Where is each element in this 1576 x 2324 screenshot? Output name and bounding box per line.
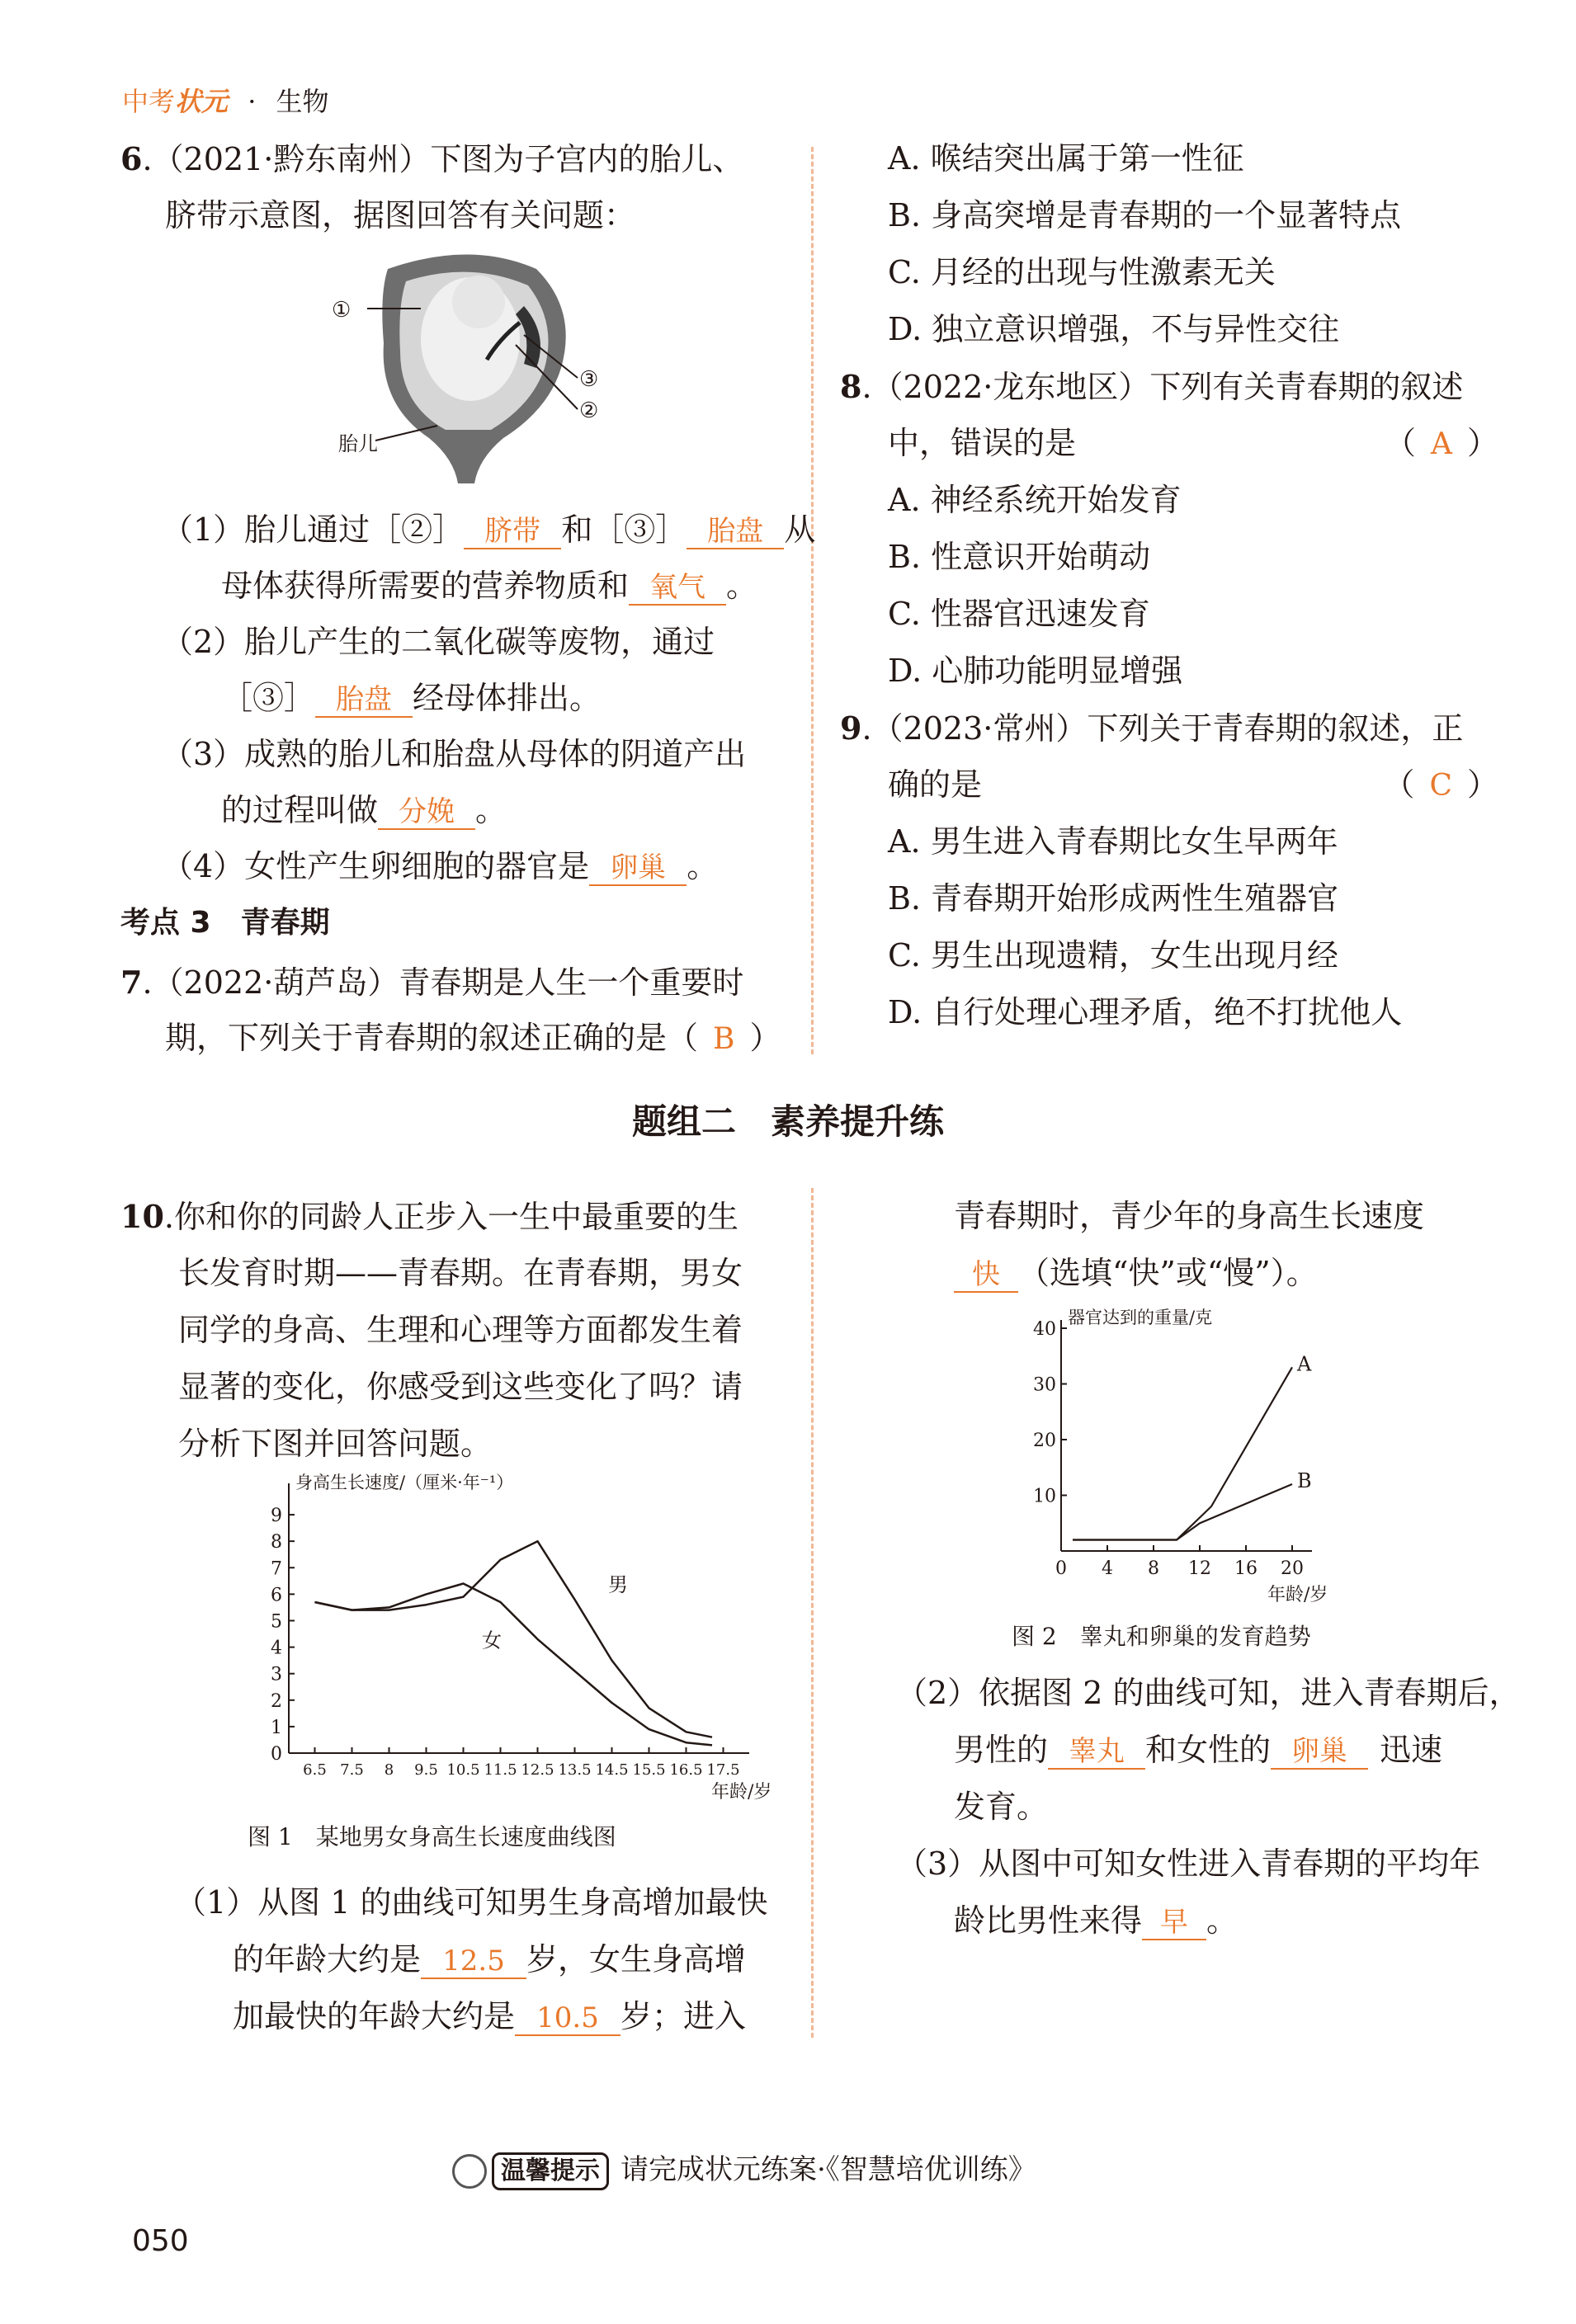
q9-option-b: B. 青春期开始形成两性生殖器官 <box>888 880 1339 917</box>
q10-answer-earlier: 早 <box>1142 1906 1206 1940</box>
q8-line1: 8.（2022·龙东地区）下列有关青春期的叙述 <box>840 368 1464 405</box>
x-tick-label: 13.5 <box>558 1761 592 1779</box>
q7-line1: 7.（2022·葫芦岛）青春期是人生一个重要时 <box>120 964 744 1001</box>
x-tick-label: 10.5 <box>446 1761 480 1779</box>
section-heading-3: 考点 3 青春期 <box>120 906 330 940</box>
q6-p1-line1: （1）胎儿通过［②］ 脐带 和［③］ 胎盘 从 <box>162 511 816 548</box>
q6-answer-ovary: 卵巢 <box>589 851 687 886</box>
x-tick-label: 0 <box>1055 1558 1067 1579</box>
figure2-caption: 图 2 睾丸和卵巢的发育趋势 <box>1012 1623 1311 1650</box>
q7-answer: B <box>713 1022 735 1056</box>
x-tick-label: 17.5 <box>706 1761 740 1779</box>
legend-male: 男 <box>608 1573 628 1597</box>
q10-p1-line3: 加最快的年龄大约是 10.5 岁；进入 <box>233 1998 747 2034</box>
q7-line2: 期，下列关于青春期的叙述正确的是（ B ） <box>165 1020 781 1056</box>
q8-option-c: C. 性器官迅速发育 <box>888 596 1150 632</box>
brand-zhuangyuan: 状元 <box>175 86 229 117</box>
q10-answer-girl-age: 10.5 <box>515 2001 620 2036</box>
q10-right-line1: 青春期时，青少年的身高生长速度 <box>954 1198 1425 1234</box>
q9-number: 9 <box>840 709 862 747</box>
q8-answer: A <box>1430 427 1452 461</box>
page-header <box>122 81 329 119</box>
q10-p2-line3: 发育。 <box>954 1789 1049 1825</box>
y-tick-label: 9 <box>271 1506 282 1527</box>
label-3: ③ <box>579 367 599 392</box>
q9-option-c: C. 男生出现遗精，女生出现月经 <box>888 937 1338 973</box>
q6-answer-oxygen: 氧气 <box>629 571 726 606</box>
q9-line1: 9.（2023·常州）下列关于青春期的叙述，正 <box>840 709 1464 747</box>
q7-option-a: A. 喉结突出属于第一性征 <box>888 140 1244 177</box>
series-line-A <box>1073 1367 1292 1539</box>
y-axis-label: 器官达到的重量/克 <box>1068 1308 1213 1327</box>
y-tick-label: 30 <box>1033 1374 1056 1396</box>
q10-line3: 同学的身高、生理和心理等方面都发生着 <box>178 1312 743 1348</box>
y-tick-label: 8 <box>271 1532 282 1553</box>
x-tick-label: 6.5 <box>303 1761 327 1779</box>
q6-answer-birth: 分娩 <box>378 795 475 830</box>
q6-p2-line1: （2）胎儿产生的二氧化碳等废物，通过 <box>162 624 715 660</box>
x-tick-label: 12.5 <box>521 1761 554 1779</box>
page-number: 050 <box>132 2224 189 2258</box>
q6-answer-placenta-2: 胎盘 <box>315 683 413 718</box>
q7-option-b: B. 身高突增是青春期的一个显著特点 <box>888 197 1402 233</box>
x-tick-label: 4 <box>1102 1558 1113 1579</box>
figure1-caption: 图 1 某地男女身高生长速度曲线图 <box>248 1823 616 1850</box>
label-fetus: 胎儿 <box>338 432 378 455</box>
q10-number: 10 <box>120 1198 164 1235</box>
label-1: ① <box>332 298 352 323</box>
x-tick-label: 14.5 <box>595 1761 629 1779</box>
q8-number: 8 <box>840 368 862 405</box>
x-tick-label: 8 <box>1148 1558 1159 1579</box>
label-2: ② <box>579 398 599 423</box>
q10-p3-line1: （3）从图中可知女性进入青春期的平均年 <box>896 1846 1481 1882</box>
tip-text: 请完成状元练案·《智慧培优训练》 <box>620 2153 1036 2186</box>
x-tick-label: 15.5 <box>632 1761 666 1779</box>
q10-answer-ovary: 卵巢 <box>1271 1735 1368 1770</box>
header-subject: 生物 <box>276 86 329 117</box>
q6-answer-placenta: 胎盘 <box>687 515 784 549</box>
series-line-female <box>315 1584 713 1746</box>
q9-option-a: A. 男生进入青春期比女生早两年 <box>888 823 1338 860</box>
x-tick-label: 9.5 <box>414 1761 438 1779</box>
q6-number: 6 <box>120 140 143 177</box>
q6-line2: 脐带示意图，据图回答有关问题： <box>165 197 636 233</box>
q6-p4: （4）女性产生卵细胞的器官是 卵巢 。 <box>162 848 719 884</box>
q10-p2-line1: （2）依据图 2 的曲线可知，进入青春期后， <box>896 1675 1521 1711</box>
column-divider-bottom <box>811 1188 814 2038</box>
q10-p1-line1: （1）从图 1 的曲线可知男生身高增加最快 <box>175 1884 768 1921</box>
x-tick-label: 7.5 <box>340 1761 364 1779</box>
q7-option-d: D. 独立意识增强，不与异性交往 <box>888 311 1340 347</box>
y-tick-label: 7 <box>271 1558 282 1580</box>
q6-p2-line2: ［③］ 胎盘 经母体排出。 <box>221 680 602 716</box>
footer-tip <box>452 2149 1036 2190</box>
q8-line2: 中，错误的是 （ A ） <box>888 425 1498 461</box>
y-tick-label: 2 <box>271 1690 282 1712</box>
q10-answer-speed: 快 <box>954 1258 1018 1293</box>
y-tick-label: 10 <box>1033 1486 1056 1507</box>
x-tick-label: 20 <box>1281 1558 1304 1579</box>
bulb-icon <box>452 2154 487 2189</box>
series-line-male <box>315 1541 713 1737</box>
q8-option-b: B. 性意识开始萌动 <box>888 539 1151 575</box>
y-tick-label: 40 <box>1033 1319 1056 1340</box>
header-sep: · <box>248 86 257 117</box>
q10-p2-line2: 男性的 睾丸 和女性的 卵巢 迅速 <box>954 1732 1443 1768</box>
q10-p1-line2: 的年龄大约是 12.5 岁，女生身高增 <box>233 1941 747 1978</box>
uterus-figure <box>314 244 627 492</box>
q7-number: 7 <box>120 964 143 1001</box>
q10-line2: 长发育时期——青春期。在青春期，男女 <box>178 1255 743 1291</box>
y-tick-label: 6 <box>271 1585 282 1606</box>
tip-label: 温馨提示 <box>492 2152 609 2190</box>
series-label-A: A <box>1297 1352 1312 1376</box>
q6-p3-line1: （3）成熟的胎儿和胎盘从母体的阴道产出 <box>162 736 747 772</box>
q6-line1: 6.（2021·黔东南州）下图为子宫内的胎儿、 <box>120 140 744 177</box>
x-axis-label: 年龄/岁 <box>711 1782 772 1803</box>
q6-p3-line2: 的过程叫做 分娩 。 <box>221 792 507 828</box>
series-line-B <box>1073 1484 1292 1540</box>
q9-option-d: D. 自行处理心理矛盾，绝不打扰他人 <box>888 994 1403 1030</box>
height-growth-chart <box>248 1468 772 1803</box>
q6-answer-cord: 脐带 <box>464 515 561 549</box>
x-tick-label: 16.5 <box>669 1761 703 1779</box>
y-tick-label: 4 <box>271 1638 282 1659</box>
series-label-B: B <box>1297 1469 1312 1492</box>
y-tick-label: 0 <box>271 1744 282 1765</box>
q8-option-d: D. 心肺功能明显增强 <box>888 653 1183 689</box>
y-axis-label: 身高生长速度/（厘米·年⁻¹） <box>295 1473 514 1492</box>
y-tick-label: 1 <box>271 1717 282 1738</box>
q9-line2: 确的是 （ C ） <box>888 766 1498 803</box>
x-tick-label: 11.5 <box>484 1761 517 1779</box>
column-divider-top <box>811 147 814 1054</box>
q10-line1: 10.你和你的同龄人正步入一生中最重要的生 <box>120 1198 738 1235</box>
x-tick-label: 16 <box>1234 1558 1257 1579</box>
fetus-head <box>452 276 505 328</box>
q10-answer-testis: 睾丸 <box>1048 1735 1145 1770</box>
x-tick-label: 12 <box>1188 1558 1211 1579</box>
q10-p3-line2: 龄比男性来得 早 。 <box>954 1902 1239 1939</box>
q10-answer-boy-age: 12.5 <box>421 1945 526 1979</box>
q10-line4: 显著的变化，你感受到这些变化了吗？请 <box>178 1369 743 1405</box>
q10-line5: 分析下图并回答问题。 <box>178 1426 493 1462</box>
q10-right-line2: 快 （选填“快”或“慢”）。 <box>954 1245 1318 1302</box>
x-axis-label: 年龄/岁 <box>1267 1585 1328 1605</box>
q7-option-c: C. 月经的出现与性激素无关 <box>888 254 1276 290</box>
y-tick-label: 5 <box>271 1611 282 1633</box>
organ-weight-chart <box>1007 1295 1353 1609</box>
q6-p1-line2: 母体获得所需要的营养物质和 氧气 。 <box>221 568 758 604</box>
y-tick-label: 20 <box>1033 1431 1056 1451</box>
q8-option-a: A. 神经系统开始发育 <box>888 482 1182 518</box>
brand-zhongkao: 中考 <box>122 86 176 117</box>
x-tick-label: 8 <box>384 1761 394 1779</box>
legend-female: 女 <box>482 1629 502 1652</box>
group2-title: 题组二 素养提升练 <box>631 1101 944 1142</box>
y-tick-label: 3 <box>271 1664 282 1685</box>
q9-answer: C <box>1429 769 1452 803</box>
